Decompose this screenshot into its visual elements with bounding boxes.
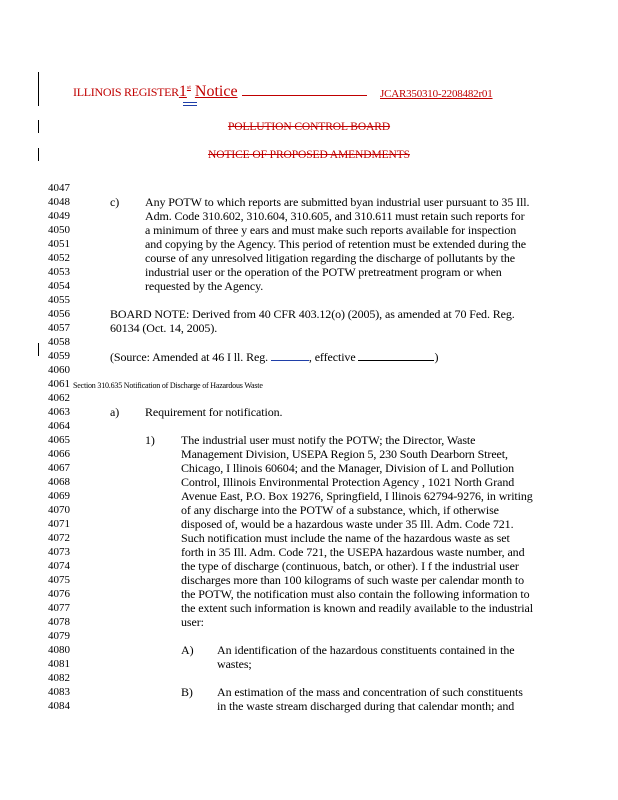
line-number: 4056: [48, 308, 70, 320]
paragraph-line: in the waste stream discharged during that calendar month; and: [217, 699, 515, 713]
line-number: 4060: [48, 364, 70, 376]
change-bar-header: [38, 72, 39, 106]
line-number: 4063: [48, 406, 70, 418]
jcar-id: JCAR350310-2208482r01: [380, 88, 493, 100]
line-number: 4080: [48, 644, 70, 656]
line-number: 4083: [48, 686, 70, 698]
line-number: 4072: [48, 532, 70, 544]
line-number: 4070: [48, 504, 70, 516]
notice-title: NOTICE OF PROPOSED AMENDMENTS: [208, 149, 410, 161]
source-note-end: ): [434, 350, 439, 364]
list-marker: B): [181, 685, 193, 699]
list-marker: c): [110, 195, 120, 209]
paragraph-line: a minimum of three y ears and must make such reports available for inspection: [145, 223, 517, 237]
board-note-line: 60134 (Oct. 14, 2005).: [110, 321, 218, 335]
line-number: 4052: [48, 252, 70, 264]
line-number: 4065: [48, 434, 70, 446]
register-name: ILLINOIS REGISTER: [73, 85, 179, 99]
line-number: 4055: [48, 294, 70, 306]
paragraph-line: course of any unresolved litigation regarding the discharge of pollutants by the: [145, 251, 516, 265]
list-marker: A): [181, 643, 194, 657]
register-double-underline-2: [183, 105, 197, 106]
paragraph-line: disposed of, would be a hazardous waste under 35 Ill. Adm. Code 721.: [181, 517, 514, 531]
paragraph-line: forth in 35 Ill. Adm. Code 721, the USEPA hazardous waste number, and: [181, 545, 525, 559]
paragraph-line: wastes;: [217, 657, 252, 671]
paragraph-line: The industrial user must notify the POTW; the Director, Waste: [181, 433, 476, 447]
paragraph-line: Avenue East, P.O. Box 19276, Springfield, I llinois 62794-9276, in writing: [181, 489, 533, 503]
line-number: 4048: [48, 196, 70, 208]
paragraph-line: industrial user or the operation of the POTW pretreatment program or when: [145, 265, 502, 279]
line-number: 4050: [48, 224, 70, 236]
paragraph-line: requested by the Agency.: [145, 279, 264, 293]
paragraph-line: user:: [181, 615, 204, 629]
header-blank: [242, 83, 367, 96]
register-number: 1: [178, 83, 187, 100]
line-number: 4061: [48, 378, 70, 390]
paragraph-line: the extent such information is known and readily available to the industrial: [181, 601, 533, 615]
line-number: 4053: [48, 266, 70, 278]
paragraph-line: An estimation of the mass and concentration of such constituents: [217, 685, 523, 699]
list-marker: 1): [145, 433, 155, 447]
effective-blank: [358, 349, 434, 361]
list-marker: a): [110, 405, 120, 419]
reg-blank: [271, 349, 309, 361]
line-number: 4074: [48, 560, 70, 572]
board-title: POLLUTION CONTROL BOARD: [227, 121, 391, 133]
paragraph-line: An identification of the hazardous constituents contained in the: [217, 643, 515, 657]
register-double-underline: [183, 102, 197, 103]
paragraph-line: Such notification must include the name of the hazardous waste as set: [181, 531, 510, 545]
source-note: [110, 349, 438, 364]
line-number: 4078: [48, 616, 70, 628]
line-number: 4047: [48, 182, 70, 194]
line-number: 4069: [48, 490, 70, 502]
paragraph-line: discharges more than 100 kilograms of such waste per calendar month to: [181, 573, 525, 587]
line-number: 4059: [48, 350, 70, 362]
register-superscript: st: [186, 85, 191, 91]
line-number: 4082: [48, 672, 70, 684]
paragraph-line: Control, Illinois Environmental Protection Agency , 1021 North Grand: [181, 475, 515, 489]
paragraph-line: Any POTW to which reports are submitted byan industrial user pursuant to 35 Ill.: [145, 195, 530, 209]
line-number: 4068: [48, 476, 70, 488]
line-number: 4077: [48, 602, 70, 614]
paragraph-line: Requirement for notification.: [145, 405, 283, 419]
line-number: 4079: [48, 630, 70, 642]
paragraph-line: and copying by the Agency. This period of retention must be extended during the: [145, 237, 527, 251]
line-number: 4064: [48, 420, 70, 432]
line-number: 4071: [48, 518, 70, 530]
paragraph-line: Adm. Code 310.602, 310.604, 310.605, and 310.611 must retain such reports for: [145, 209, 525, 223]
paragraph-line: the POTW, the notification must also contain the following information to: [181, 587, 530, 601]
line-number: 4058: [48, 336, 70, 348]
change-bar-source: [38, 343, 39, 356]
line-number: 4051: [48, 238, 70, 250]
paragraph-line: Management Division, USEPA Region 5, 230 South Dearborn Street,: [181, 447, 508, 461]
line-number: 4062: [48, 392, 70, 404]
line-number: 4067: [48, 462, 70, 474]
source-note-mid: , effective: [308, 350, 359, 364]
line-number: 4076: [48, 588, 70, 600]
line-number: 4081: [48, 658, 70, 670]
paragraph-line: the type of discharge (continuous, batch, or other). I f the industrial user: [181, 559, 519, 573]
section-heading: Section 310.635 Notification of Discharge of Hazardous Waste: [73, 381, 263, 390]
line-number: 4075: [48, 574, 70, 586]
line-number: 4049: [48, 210, 70, 222]
line-number: 4054: [48, 280, 70, 292]
board-note-line: BOARD NOTE: Derived from 40 CFR 403.12(o) (2005), as amended at 70 Fed. Reg.: [110, 307, 515, 321]
line-number: 4073: [48, 546, 70, 558]
line-number: 4057: [48, 322, 70, 334]
register-header: [73, 83, 367, 101]
paragraph-line: of any discharge into the POTW of a substance, which, if otherwise: [181, 503, 499, 517]
line-number: 4084: [48, 700, 70, 712]
source-note-start: (Source: Amended at 46 I ll. Reg.: [110, 350, 271, 364]
paragraph-line: Chicago, I llinois 60604; and the Manager, Division of L and Pollution: [181, 461, 515, 475]
line-number: 4066: [48, 448, 70, 460]
notice-label: Notice: [194, 83, 238, 100]
